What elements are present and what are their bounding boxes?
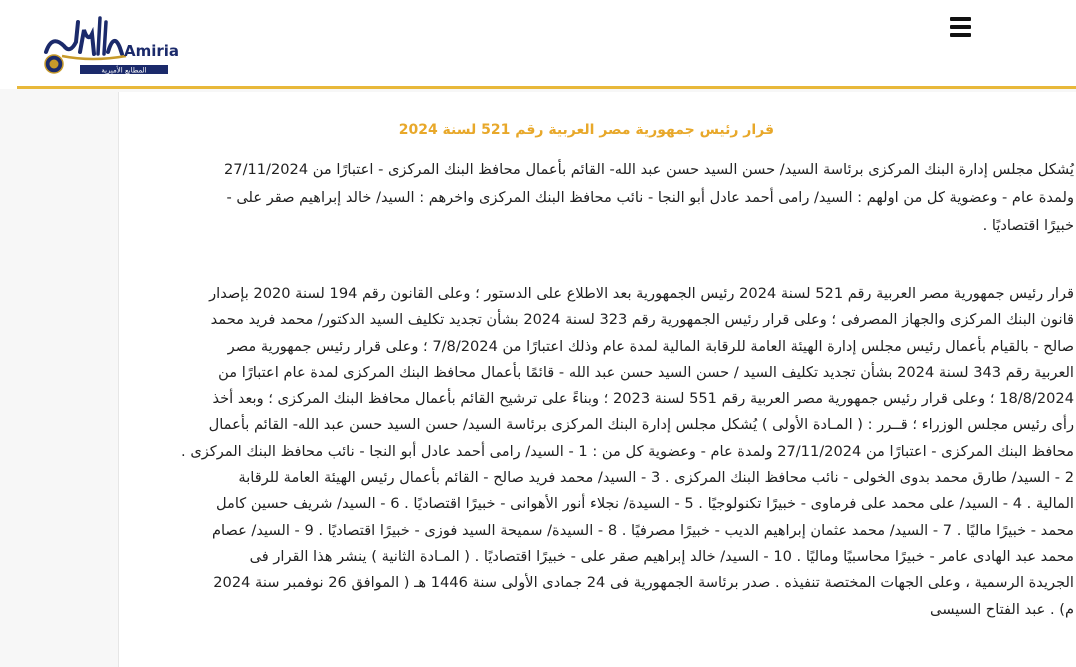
body-line: قرار رئيس جمهورية مصر العربية رقم 521 لسنة 2024 رئيس الجمهورية بعد الاطلاع على الدستور ؛ وعلى القانون رقم 194 لسنة 2020 بإصدار xyxy=(209,285,1074,302)
hamburger-menu-icon[interactable] xyxy=(947,14,975,40)
intro-line: يُشكل مجلس إدارة البنك المركزى برئاسة السيد/ حسن السيد حسن عبد الله- القائم بأعمال محافظ البنك المركزى - اعتبارًا من 27/11/2024 xyxy=(224,161,1074,178)
intro-line: خبيرًا اقتصاديًا . xyxy=(982,217,1074,234)
body-line: الجريدة الرسمية ، وعلى الجهات المختصة تنفيذه . صدر برئاسة الجمهورية فى 24 جمادى الأولى سنة 1446 هـ ( الموافق 26 نوفمبر سنة 2024 xyxy=(213,574,1074,592)
body-line: م) . عبد الفتاح السيسى xyxy=(930,600,1074,618)
article-body-paragraph xyxy=(134,281,1074,623)
intro-line: ولمدة عام - وعضوية كل من اولهم : السيد/ رامى أحمد عادل أبو النجا - نائب محافظ البنك المركزى واخرهم : السيد/ خالد إبراهيم صقر على - xyxy=(226,189,1074,206)
body-line: 18/8/2024 ؛ وعلى قرار رئيس جمهورية مصر العربية رقم 551 لسنة 2023 ؛ وبناءً على ترشيح القائم بأعمال محافظ البنك المركزى ؛ وبعد أخذ xyxy=(212,390,1074,408)
svg-text:المطابع الأميرية: المطابع الأميرية xyxy=(101,66,147,75)
body-line: صالح - بالقيام بأعمال رئيس مجلس إدارة الهيئة العامة للرقابة المالية لمدة عام وذلك اعتبارًا من 7/8/2024 ؛ وعلى قرار رئيس جمهورية مصر xyxy=(227,337,1074,355)
body-line: العربية رقم 343 لسنة 2024 بشأن تجديد تكليف السيد / حسن السيد حسن عبد الله - قائمًا بأعمال محافظ البنك المركزى لمدة عام اعتبارًا من xyxy=(218,363,1074,381)
body-line: 2 - السيد/ طارق محمد بدوى الخولى - نائب محافظ البنك المركزى . 3 - السيد/ محمد فريد صالح - القائم بأعمال رئيس الهيئة العامة للرقابة xyxy=(238,469,1074,487)
article-intro-paragraph xyxy=(154,156,1074,240)
body-line: المالية . 4 - السيد/ على محمد على فرماوى - خبيرًا تكنولوجيًا . 5 - السيدة/ نجلاء أنور الأهوانى - خبيرًا اقتصاديًا . 6 - السيد/ شريف حسين كامل xyxy=(215,495,1074,513)
article-title: قرار رئيس جمهورية مصر العربية رقم 521 لسنة 2024 xyxy=(398,122,774,138)
body-line: محمد - خبيرًا ماليًا . 7 - السيد/ محمد عثمان إبراهيم الديب - خبيرًا مصرفيًا . 8 - السيدة/ سميحة السيد فوزى - خبيرًا اقتصاديًا . 9 - السيد/ عصام xyxy=(211,521,1074,539)
body-line: رأى رئيس مجلس الوزراء ؛ قــرر : ( المـادة الأولى ) يُشكل مجلس إدارة البنك المركزى برئاسة السيد/ حسن السيد حسن عبد الله- القائم بأعمال xyxy=(208,416,1074,434)
amiria-logo[interactable] xyxy=(42,12,180,78)
body-line: محمد عبد الهادى عامر - خبيرًا محاسبيًا وماليًا . 10 - السيد/ خالد إبراهيم صقر على - خبيرًا اقتصاديًا . ( المـادة الثانية ) ينشر هذا القرار فى xyxy=(249,547,1074,565)
site-header xyxy=(0,0,1076,86)
svg-text:Amiria: Amiria xyxy=(124,42,180,60)
body-line: قانون البنك المركزى والجهاز المصرفى ؛ وعلى قرار رئيس الجمهورية رقم 323 لسنة 2024 بشأن تجديد تكليف السيد الدكتور/ محمد فريد محمد xyxy=(210,311,1074,329)
body-line: محافظ البنك المركزى - اعتبارًا من 27/11/2024 ولمدة عام - وعضوية كل من : 1 - السيد/ رامى أحمد عادل أبو النجا - نائب محافظ البنك المركزى . xyxy=(181,442,1074,460)
